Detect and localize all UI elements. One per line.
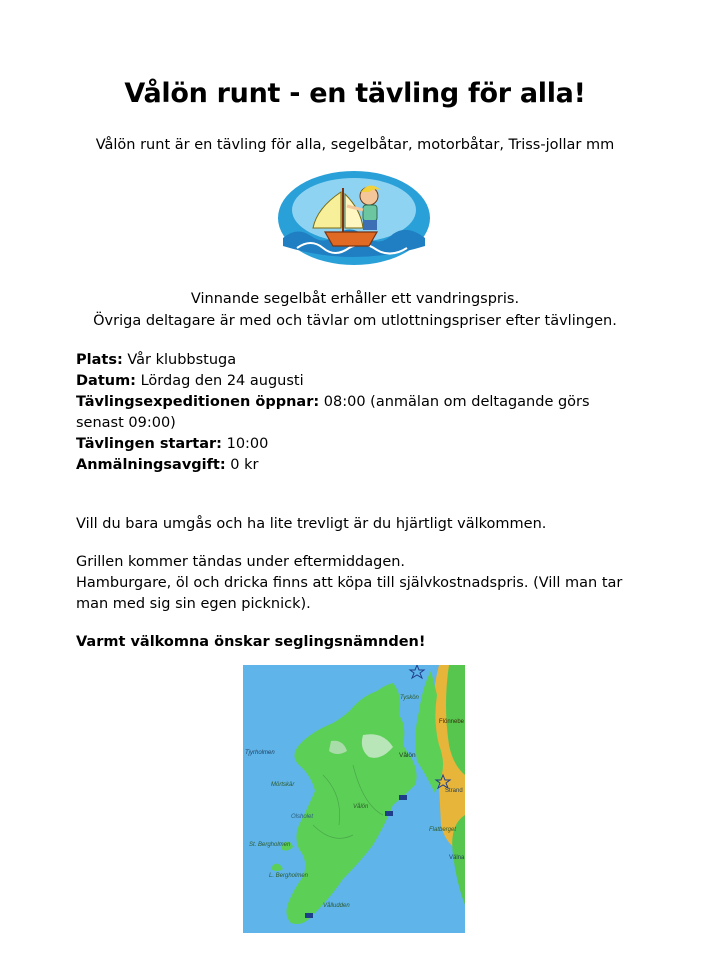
grill-line-1: Grillen kommer tändas under eftermiddagen.	[76, 554, 406, 570]
map-label-flonnebe: Flönnebe	[439, 719, 465, 725]
map-label-valon-north: Vålön	[399, 752, 416, 759]
map-label-st-bergholmen: St. Bergholmen	[249, 842, 291, 848]
map-label-valon-south: Vålön	[353, 804, 369, 810]
island-map	[243, 665, 465, 933]
map-label-l-bergholmen: L. Bergholmen	[269, 873, 309, 879]
map-label-mortskar: Mörtskär	[271, 782, 295, 788]
map-label-flatberget: Flatberget	[429, 827, 457, 833]
page-title: Vålön runt - en tävling för alla!	[124, 78, 586, 109]
grill-paragraph	[76, 552, 636, 615]
detail-place	[76, 350, 636, 371]
map-label-tyskon: Tyskön	[400, 695, 419, 701]
subtitle: Vålön runt är en tävling för alla, segelbåtar, motorbåtar, Triss-jollar mm	[95, 137, 615, 153]
social-paragraph: Vill du bara umgås och ha lite trevligt är du hjärtligt välkommen.	[76, 516, 547, 532]
harbor-icon	[385, 811, 393, 816]
fee-label: Anmälningsavgift:	[76, 457, 226, 473]
detail-expedition	[76, 392, 636, 434]
place-label: Plats:	[76, 352, 123, 368]
prize-line-1: Vinnande segelbåt erhåller ett vandringspris.	[190, 291, 520, 307]
closing-line: Varmt välkomna önskar seglingsnämnden!	[76, 634, 426, 650]
map-label-valna: Välna	[449, 855, 465, 861]
map-label-tjyrholmen: Tjyrholmen	[245, 750, 275, 756]
detail-start	[76, 434, 636, 455]
event-details	[76, 350, 636, 476]
start-value: 10:00	[221, 436, 269, 452]
harbor-icon	[305, 913, 313, 918]
start-label: Tävlingen startar:	[76, 436, 222, 452]
prize-line-2: Övriga deltagare är med och tävlar om utlottningspriser efter tävlingen.	[93, 313, 617, 329]
map-label-strand: Strand	[445, 788, 463, 794]
harbor-icon	[399, 795, 407, 800]
detail-date	[76, 371, 636, 392]
date-label: Datum:	[76, 373, 136, 389]
fee-value: 0 kr	[225, 457, 259, 473]
date-value: Lördag den 24 augusti	[135, 373, 304, 389]
expedition-value: 08:00 (anmälan om deltagande görs senast 09:00)	[76, 394, 590, 431]
grill-line-2: Hamburgare, öl och dricka finns att köpa till självkostnadspris. (Vill man tar man med sig sin egen picknick).	[76, 575, 623, 612]
place-value: Vår klubbstuga	[122, 352, 237, 368]
sailboat-illustration	[277, 170, 431, 266]
map-label-valudden: Vålludden	[323, 903, 350, 909]
detail-fee	[76, 455, 636, 476]
expedition-label: Tävlingsexpeditionen öppnar:	[76, 394, 320, 410]
map-label-olsholet: Olsholet	[291, 814, 314, 820]
